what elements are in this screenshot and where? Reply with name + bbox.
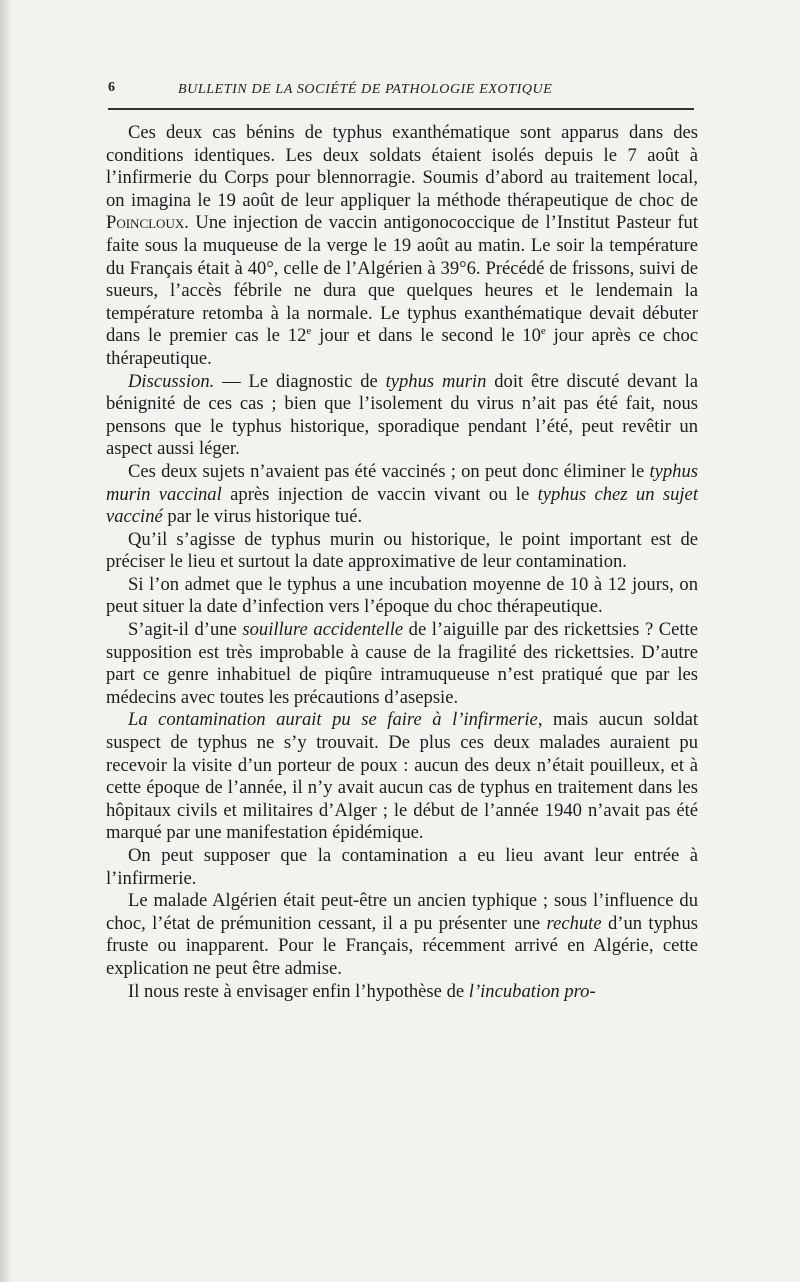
header-rule — [108, 108, 694, 110]
italic-term: l’incubation pro- — [468, 980, 596, 1002]
paragraph-7: La contamination aurait pu se faire à l’infirmerie, mais aucun soldat suspect de typhus ne s’y trouvait. De plus ces deux malades auraient pu recevoir la visite d’un porteur de poux : aucun des deux n’était pouilleux, et à cette époque de l’année, il n’y avait aucun cas de typhus en traitement dans les hôpitaux civils et militaires d’Alger ; le début de l’année 1940 n’avait pas été marqué par une manifestation épidémique. — [106, 709, 698, 844]
ordinal-superscript: e — [540, 325, 546, 338]
paragraph-6: S’agit-il d’une souillure accidentelle de l’aiguille par des rickettsies ? Cette supposition est très improbable à cause de la fragilité des rickettsies. D’autre part ce genre inhabituel de piqûre intramuqueuse n’est pratiqué que par les médecins avec toutes les précautions d’asepsie. — [106, 619, 698, 708]
page-edge-shadow — [0, 0, 10, 1282]
paragraph-4: Qu’il s’agisse de typhus murin ou historique, le point important est de préciser le lieu et surtout la date approximative de leur contamination. — [106, 528, 698, 573]
author-name: Poincloux — [106, 212, 185, 234]
section-heading: Discussion. — [128, 370, 215, 392]
paragraph-5: Si l’on admet que le typhus a une incubation moyenne de 10 à 12 jours, on peut situer la date d’infection vers l’époque du choc thérapeutique. — [106, 573, 698, 618]
paragraph-9: Le malade Algérien était peut-être un ancien typhique ; sous l’influence du choc, l’état de prémunition cessant, il a pu présenter une rechute d’un typhus fruste ou inapparent. Pour le Français, récemment arrivé en Algérie, cette explication ne peut être admise. — [106, 890, 699, 979]
paragraph-1: Ces deux cas bénins de typhus exanthématique sont apparus dans des conditions identiques. Les deux soldats étaient isolés depuis le 7 août à l’infirmerie du Corps pour blennorragie. Soumis d’abord au traitement local, on imagina le 19 août de leur appliquer la méthode thérapeutique de choc de Poincloux. Une injection de vaccin antigonococcique de l’Institut Pasteur fut faite sous la muqueuse de la verge le 19 août au matin. Le soir la température du Français était à 40°, celle de l’Algérien à 39°6. Précédé de frissons, suivi de sueurs, l’accès fébrile ne dura que quelques heures et le lendemain la température retomba à la normale. Le typhus exanthématique devait débuter dans le premier cas le 12e jour et dans le second le 10e jour après ce choc thérapeutique. — [106, 122, 699, 369]
italic-term: rechute — [546, 912, 602, 934]
ordinal-superscript: e — [306, 325, 312, 338]
paragraph-3: Ces deux sujets n’avaient pas été vaccinés ; on peut donc éliminer le typhus murin vaccinal après injection de vaccin vivant ou le typhus chez un sujet vacciné par le virus historique tué. — [106, 460, 698, 528]
paragraph-8: On peut supposer que la contamination a eu lieu avant leur entrée à l’infirmerie. — [106, 845, 698, 889]
running-header — [108, 80, 694, 104]
italic-term: La contamination aurait pu se faire à l’infirmerie — [128, 709, 538, 731]
italic-term: souillure accidentelle — [242, 619, 404, 641]
paragraph-10: Il nous reste à envisager enfin l’hypothèse de l’incubation pro- — [128, 980, 596, 1002]
italic-term: typhus chez un sujet vacciné — [106, 483, 698, 528]
italic-term: typhus murin — [385, 370, 487, 392]
running-title: BULLETIN DE LA SOCIÉTÉ DE PATHOLOGIE EXOTIQUE — [178, 82, 553, 97]
italic-term: typhus murin vaccinal — [106, 460, 698, 505]
paragraph-2: Discussion. — Le diagnostic de typhus murin doit être discuté devant la bénignité de ces cas ; bien que l’isolement du virus n’ait pas été fait, nous pensons que le typhus historique, sporadique pendant l’été, peut revêtir un aspect aussi léger. — [106, 370, 698, 460]
article-body — [106, 122, 698, 1003]
page-number: 6 — [108, 80, 115, 95]
